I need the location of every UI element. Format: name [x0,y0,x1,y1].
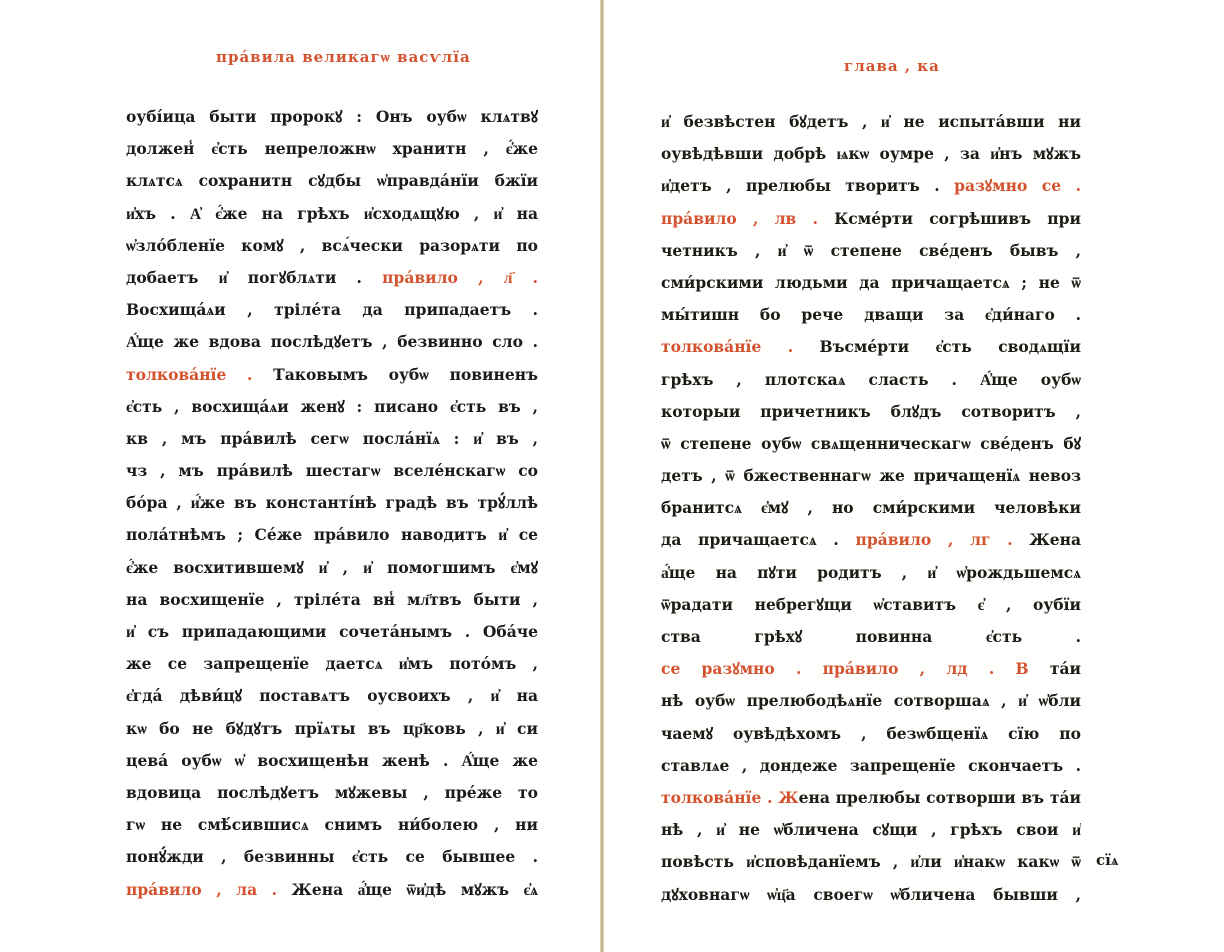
text-line [126,423,538,455]
text-line [661,524,1081,556]
text-segment: є҆сть , восхищáѧи женꙋ : писано є҆сть въ , [126,396,538,416]
text-segment: є҆гдá дѣви́цꙋ поставѧтъ оусвоихъ , и҆ на [126,686,538,706]
rubric-segment: разꙋмно се . [954,176,1081,196]
text-segment: мы́тишн бо рече дващи за є҆ди́наго . [661,305,1081,325]
text-segment: клѧтсѧ сохранитн сꙋдбы ѡ҆правдáнїи бжїи [126,171,538,191]
text-segment: цевá оубѡ ѡ҆ восхищенѣн женѣ . А҆́ще же [126,750,538,770]
text-segment: Жена [1012,530,1081,550]
text-line [661,299,1081,331]
text-segment: и҆ съ припадающими сочетáнымъ . Обáче [126,622,538,641]
text-line [126,519,538,551]
text-segment: и҆детъ , прелюбы творитъ . [661,176,955,196]
text-segment: Таковымъ оубѡ повиненъ [273,364,538,384]
text-line [126,101,538,133]
right-running-header: глава , ка [844,57,940,75]
text-line [661,235,1081,267]
text-segment: ставлѧе , дондеже запрещенїе скончаетъ . [661,755,1081,775]
text-line [661,653,1081,685]
text-line [661,750,1081,782]
text-segment: кѡ бо не бꙋдꙋтъ прїѧты въ цр҃ковь , и҆ си [126,718,538,738]
text-segment: є҆́же восхитившемꙋ и҆ , и҆ помогшимъ є҆мꙋ [126,557,538,577]
text-line [126,874,538,906]
text-segment: и҆ безвѣстен бꙋдетъ , и҆ не испытáвши ни [661,112,1081,131]
left-running-header: прáвила великагѡ васѵлїа [216,48,471,66]
text-segment: четникъ , и҆ ѿ степене све́денъ бывъ , [661,240,1081,260]
text-segment: на восхищенїе , тріле́та вн̾ мл҃твъ быти , [126,589,538,609]
text-segment: которыи причетникъ блꙋдъ сотворитъ , [661,401,1081,421]
text-line [126,584,538,616]
text-line [126,133,538,165]
text-line [126,262,538,294]
text-segment: оубі́ица быти пророкꙋ : Онъ оубѡ клѧтвꙋ [126,107,538,126]
text-segment: чаемꙋ оувѣдѣхомъ , безѡбщенїѧ сїю по [661,723,1081,743]
text-segment: ена прелюбы сотворши въ тáи [798,787,1081,807]
text-segment: да причащаетсѧ . [661,530,856,550]
text-line [661,138,1081,170]
text-line [661,492,1081,524]
text-segment: нѣ , и҆ не ѡ҆бличена сꙋщи , грѣхъ свои и҆ [661,820,1081,840]
text-line [126,359,538,391]
text-segment: кв , мъ прáвилѣ сегѡ послáнїѧ : и҆ въ , [126,428,538,448]
rubric-segment: прáвило , лг . [855,530,1013,550]
text-line [126,455,538,487]
text-segment: А҆́ще же вдова послѣдꙋетъ , безвинно сло . [126,332,538,352]
text-segment: дꙋховнагѡ ѡ҆ц҃а своегѡ ѡ҆бличена бывши , [661,884,1081,904]
book-gutter [600,0,604,952]
left-text-block [126,101,538,906]
text-line [661,364,1081,396]
text-line [661,396,1081,428]
text-line [661,428,1081,460]
text-segment: оувѣдѣвши добрѣ ѩкѡ оумре , за и҆нъ мꙋжъ [661,144,1081,164]
text-line [126,391,538,423]
text-line [661,879,1081,911]
text-segment: Ксме́рти согрѣшивъ при [834,208,1081,228]
text-segment: понꙋ́жди , безвинны є҆сть се бывшее . [126,847,538,867]
text-line [661,782,1081,814]
text-line [661,557,1081,589]
rubric-segment: прáвило , ла . [126,879,292,899]
text-segment: сми́рскими людьми да причащаетсѧ ; не ѿ [661,272,1081,292]
text-segment: должен̾ є҆сть непреложнѡ хранитн , є҆́же [126,139,538,159]
text-segment: Жена а҆́ще ѿи҆дѣ мꙋжъ є҆ѧ [291,879,538,899]
text-line [661,106,1081,138]
text-segment: повѣсть и҆сповѣданїемъ , и҆ли и҆накѡ какѡ ѿ [661,852,1081,872]
text-segment: же се запрещенїе даетсѧ и҆мъ пото́мъ , [126,654,538,674]
text-segment: гѡ не смѣ́сившисѧ снимъ ни́болею , ни [126,815,538,835]
rubric-segment: прáвило , лв . [661,208,835,228]
text-line [661,267,1081,299]
text-line [126,616,538,648]
rubric-segment: прáвило , л҃ . [382,267,538,287]
text-line [126,487,538,519]
rubric-segment: толковáнїе . [126,364,274,384]
text-segment: ѿрадати небрегꙋщи ѡ҆ставитъ є҆ , оубїи [661,594,1081,614]
rubric-segment: се разꙋмно . прáвило , лд . В [661,659,1029,679]
text-line [126,777,538,809]
text-line [661,685,1081,717]
text-line [126,165,538,197]
text-line [661,460,1081,492]
text-segment: бранитсѧ є҆мꙋ , но сми́рскими человѣки [661,498,1081,518]
text-line [126,198,538,230]
text-line [126,680,538,712]
catchword: сїѧ [1096,851,1119,869]
text-line [126,326,538,358]
right-page [605,0,1224,952]
text-segment: грѣхъ , плотскаѧ сласть . А҆́ще оубѡ [661,369,1081,389]
text-line [126,841,538,873]
text-segment: ѿ степене оубѡ свѧщенническагѡ све́денъ бꙋ [661,433,1081,453]
text-line [661,718,1081,750]
text-segment: и҆хъ . А҆ є҆́же на грѣхъ и҆сходѧщꙋю , и҆ на [126,203,538,223]
text-segment: чз , мъ прáвилѣ шестагѡ вселе́нскагѡ со [126,461,538,481]
text-line [661,846,1081,878]
text-segment: нѣ оубѡ прелюбодѣѧнїе сотворшаѧ , и҆ ѡ҆бли [661,691,1081,711]
text-line [126,713,538,745]
text-segment: бо́ра , и҆́же въ константі́нѣ градѣ въ трꙋ́ллѣ [126,493,538,513]
text-segment: Въсме́рти є҆сть сводѧщїи [819,337,1081,357]
text-line [661,170,1081,202]
text-segment: полáтнѣмъ ; Се́же прáвило наводитъ и҆ се [126,525,538,545]
text-segment: ѡ҆зло́бленїе комꙋ , всѧ́чески разорѧти по [126,235,538,255]
text-segment: Восхищáѧи , тріле́та да припадаетъ . [126,300,538,320]
text-segment: добаетъ и҆ погꙋблѧти . [126,267,383,287]
text-line [661,203,1081,235]
text-line [126,552,538,584]
text-segment: ства грѣхꙋ повинна є҆сть . [661,627,1081,646]
text-line [126,294,538,326]
text-line [661,589,1081,621]
text-segment: тáи [1028,659,1081,679]
left-page [0,0,601,952]
text-line [126,230,538,262]
text-line [661,331,1081,363]
text-line [126,809,538,841]
text-line [661,814,1081,846]
text-segment: вдовица послѣдꙋетъ мꙋжевы , пре́же то [126,782,538,802]
rubric-segment: толковáнїе . Ж [661,787,799,807]
text-line [126,745,538,777]
right-text-block [661,106,1081,911]
text-line [126,648,538,680]
text-segment: а҆́ще на пꙋти родитъ , и҆ ѡ҆рождьшемсѧ [661,562,1081,582]
rubric-segment: толковáнїе . [661,337,820,357]
text-line [661,621,1081,653]
text-segment: детъ , ѿ бжественнагѡ же причащенїѧ невоз [661,466,1081,486]
